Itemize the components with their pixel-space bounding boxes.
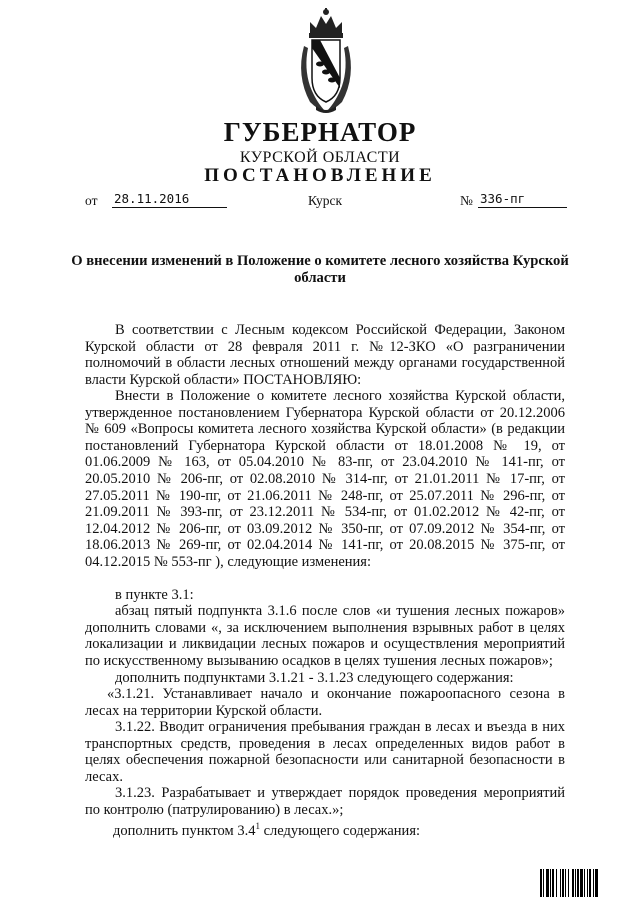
region-heading: КУРСКОЙ ОБЛАСТИ [239, 149, 401, 166]
number-value: 336-пг [478, 191, 567, 208]
paragraph-clause-3-1-6: абзац пятый подпункта 3.1.6 после слов «и тушения лесных пожаров» дополнить словами «, за исключением выполнения взрывных работ в целях локализации и ликвидации лесных пожаров и осуществления мероприятий по искусственному вызыванию осадков в целях тушения лесных пожаров»; [85, 603, 565, 669]
barcode-bar [568, 869, 569, 897]
date-label: от [85, 193, 98, 208]
barcode-bar [580, 869, 583, 897]
paragraph-clause-3-1-22: 3.1.22. Вводит ограничения пребывания граждан в лесах и въезда в них транспортных средств, проведения в лесах определенных видов работ в целях обеспечения пожарной безопасности или санитарной безопасности в лесах. [85, 719, 565, 785]
barcode-bar [587, 869, 588, 897]
number-label: № [460, 193, 473, 208]
barcode-bar [589, 869, 591, 897]
barcode-bar [575, 869, 576, 897]
paragraph-add-clause-3-4 [113, 818, 563, 839]
document-title: О внесении изменений в Положение о комитете лесного хозяйства Курской области [71, 253, 569, 286]
barcode-bar [552, 869, 554, 897]
paragraph-amendment-intro: Внести в Положение о комитете лесного хозяйства Курской области, утвержденное постановлением Губернатора Курской области от 20.12.2006 № 609 «Вопросы комитета лесного хозяйства Курской области» (в редакции постановлений Губернатора Курской области от 18.01.2008 № 19, от 01.06.2009 № 163, от 05.04.2010 № 83-пг, от 23.04.2010 № 141-пг, от 20.05.2010 № 206-пг, от 02.08.2010 № 314-пг, от 21.01.2011 № 17-пг, от 27.05.2011 № 190-пг, от 21.06.2011 № 248-пг, от 25.07.2011 № 296-пг, от 21.09.2011 № 393-пг, от 23.12.2011 № 534-пг, от 01.02.2012 № 42-пг, от 12.04.2012 № 206-пг, от 03.09.2012 № 350-пг, от 07.09.2012 № 354-пг, от 18.06.2013 № 269-пг, от 02.04.2014 № 141-пг, от 20.08.2015 № 375-пг, от 04.12.2015 № 553-пг ), следующие изменения: [85, 388, 565, 570]
kursk-coat-of-arms-emblem [296, 6, 356, 116]
barcode-bar [556, 869, 557, 897]
paragraph-clause-3-1-21: «3.1.21. Устанавливает начало и окончание пожароопасного сезона в лесах на территории Курской области. [85, 686, 565, 719]
barcode-bar [540, 869, 542, 897]
date-value: 28.11.2016 [112, 191, 227, 208]
barcode-bar [595, 869, 598, 897]
barcode-bar [560, 869, 561, 897]
decree-heading: ПОСТАНОВЛЕНИЕ [204, 165, 436, 186]
paragraph-clause-3-1-23: 3.1.23. Разрабатывает и утверждает порядок проведения мероприятий по контролю (патрулированию) в лесах.»; [85, 785, 565, 818]
barcode-bar [550, 869, 551, 897]
barcode-bar [577, 869, 579, 897]
governor-heading: ГУБЕРНАТОР [223, 117, 417, 147]
barcode-bar [565, 869, 566, 897]
barcode-bar [562, 869, 564, 897]
barcode-bar [593, 869, 594, 897]
barcode-bar [584, 869, 585, 897]
clause-3-4-suffix: следующего содержания: [259, 822, 421, 839]
clause-3-4-prefix: дополнить пунктом 3.4 [113, 822, 256, 839]
paragraph-add-subclauses: дополнить подпунктами 3.1.21 - 3.1.23 следующего содержания: [115, 670, 514, 686]
barcode-graphic [540, 869, 628, 897]
barcode-bar [546, 869, 549, 897]
city-label: Курск [308, 193, 343, 208]
barcode-bar [543, 869, 544, 897]
paragraph-preamble: В соответствии с Лесным кодексом Российской Федерации, Законом Курской области от 28 февраля 2011 г. №12-ЗКО «О разграничении полномочий в области лесных отношений между органами государственной власти Курской области» ПОСТАНОВЛЯЮ: [85, 322, 565, 388]
paragraph-clause-3-1: в пункте 3.1: [115, 587, 194, 603]
barcode-bar [572, 869, 574, 897]
clause-3-4-superscript: 1 [255, 821, 260, 831]
